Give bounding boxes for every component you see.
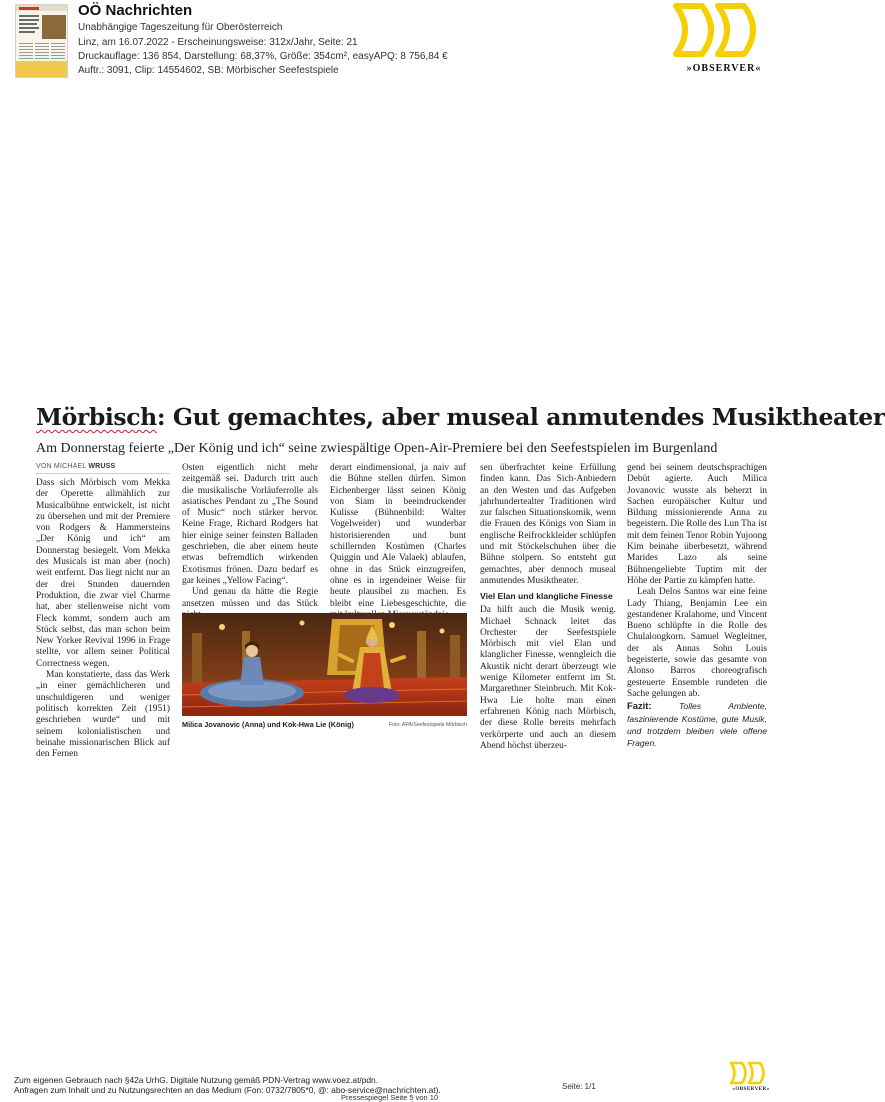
stage-scene-image <box>182 613 467 716</box>
footer-usage-notice: Zum eigenen Gebrauch nach §42a UrhG. Digitale Nutzung gemäß PDN-Vertrag www.voez.at/pdn. <box>14 1075 379 1085</box>
paragraph: Man konstatierte, dass das Werk „in einer gemächlicheren und unschuldigeren und weniger politisch korrekten Zeit (1951) geschrieben wurde“ und mit seinem kolonialistischen und beinahe missionarischen Blick auf den Fernen <box>36 670 170 760</box>
headline-place: Mörbisch <box>36 403 157 431</box>
paragraph: Da hilft auch die Musik wenig. Michael Schnack leitet das Orchester der Seefestspiele Mörbisch mit viel Elan und klanglicher Finesse, wenngleich die Akustik nicht derart überzeugt wie wenige Kilometer entfernt im St. Margarethner Steinbruch. Mit Kok-Hwa Lie holte man einen erfahrenen König nach Mörbisch, der diese Rolle bereits mehrfach verkörperte und auch an diesem Abend höchst überzeu- <box>480 605 616 751</box>
article-column-2 <box>182 463 318 621</box>
observer-logo-text: »OBSERVER« <box>686 63 762 74</box>
byline-prefix: VON MICHAEL <box>36 463 87 470</box>
photo-credit: Foto: APA/Seefestspiele Mörbisch <box>388 722 467 728</box>
article-headline <box>36 403 885 431</box>
paragraph: gend bei seinem deutschsprachigen Debüt agierte. Auch Milica Jovanovic wusste als beherzt in Sachen europäischer Kultur und Bildung missionierende Anna zu begeistern. Die Rolle des Lun Tha ist mit dem feinen Tenor Robin Yujoong Kim beinahe überbesetzt, während Marides Lazo als seine Bühnengeliebte Tuptim mit der Höhe der Partie zu kämpfen hatte. <box>627 463 767 586</box>
verdict-text: Tolles Ambiente, faszinierende Kostüme, gute Musik, und trotzdem bleiben viele offene Fragen. <box>627 701 767 749</box>
footer-page-number: Seite: 1/1 <box>562 1082 596 1091</box>
order-line: Auftr.: 3091, Clip: 14554602, SB: Mörbischer Seefestspiele <box>78 65 339 76</box>
paragraph: derart eindimensional, ja naiv auf die Bühne stellen dürfen. Simon Eichenberger lässt seinen König von Siam in beeindruckender Kulisse (Bühnenbild: Walter Vogelweider) und wunderbar historisierenden und bunt schillernden Kostümen (Charles Quiggin und Ale Valaek) ablaufen, ohne in das Stück einzugreifen, ohne es in irgendeiner Weise für heute plausibel zu machen. Es bleibt eine Liebesgeschichte, die <box>330 463 466 609</box>
article-subhead: Am Donnerstag feierte „Der König und ich“ seine zwiespältige Open-Air-Premiere bei den Seefestspielen im Burgenland <box>36 441 718 456</box>
byline <box>36 463 170 474</box>
publication-name: OÖ Nachrichten <box>78 2 193 19</box>
footer-sheet-number: Pressespiegel Seite 5 von 10 <box>341 1093 439 1102</box>
verdict-label: Fazit: <box>627 700 652 712</box>
article-column-3 <box>330 463 466 621</box>
paragraph: Leah Delos Santos war eine feine Lady Thiang, Benjamin Lee ein gestandener Kralahome, und Vincent Bueno schlüpfte in die Rolle des Chulalongkorn. Samuel Wegleitner, der als Annas Sohn Louis begeisterte, sowie das gesamte von Alonso Barros choreografisch gesteuerte Ensemble rundeten die Sache gelungen ab. <box>627 587 767 699</box>
article-photo <box>182 613 467 716</box>
section-subheading: Viel Elan und klangliche Finesse <box>480 591 613 602</box>
paragraph: Osten eigentlich nicht mehr zeitgemäß sei. Dadurch tritt auch die musikalische Vorläuferrolle als asiatisches Pendant zu „The Sound of Music“ noch stärker hervor. Keine Frage, Richard Rodgers hat hier einige seiner feinsten Balladen geschrieben, die aber einem heute etwas befremdlich wirkenden Exotismus frönen. Dazu bedarf es gar keines „Yellow Facing“. <box>182 463 318 586</box>
article-column-5 <box>627 463 767 750</box>
article-column-1 <box>36 478 170 760</box>
circulation-line: Druckauflage: 136 854, Darstellung: 68,37%, Größe: 354cm², easyAPQ: 8 756,84 € <box>78 51 448 62</box>
paragraph: Und genau da hätte die Regie ansetzen müssen und das Stück <box>182 587 318 609</box>
byline-author: WRUSS <box>88 463 116 470</box>
verdict <box>627 700 767 750</box>
publication-subtitle: Unabhängige Tageszeitung für Oberösterreich <box>78 22 283 33</box>
footer-contact-notice: Anfragen zum Inhalt und zu Nutzungsrechten an das Medium (Fon: 0732/7805*0, @: abo-service@nachrichten.at). <box>14 1085 441 1095</box>
article-column-4 <box>480 463 616 752</box>
headline-rest: : Gut gemachtes, aber museal anmutendes Musiktheater <box>156 403 885 431</box>
newspaper-thumbnail <box>15 4 68 78</box>
paragraph: Dass sich Mörbisch vom Mekka der Operette allmählich zur Musicalbühne entwickelt, ist nicht zu übersehen und mit der Premiere von Rodgers & Hammersteins „Der König und ich“ am Donnerstag besiegelt. Vom Mekka des Musicals ist man aber (noch) weit entfernt. Das liegt nicht nur an der drei Stunden dauernden Produktion, die zwar viel Charme hat, aber stellenweise nicht vom Fleck kommt, sondern auch am Stück selbst, das man schon beim New Yorker Revival 1996 in Frage stellte, vor allem seiner Political Correctness wegen. <box>36 478 170 669</box>
paragraph: sen überfrachtet keine Erfüllung finden kann. Das Sich-Anbiedern an den Westen und das Aufgeben jahrhundertealter Traditionen wird zur falschen Situationskomik, wenn die Frauen des Königs von Siam in englische Reifrockkleider schlüpfen und mit Stöckelschuhen über die Bühne stolpern. So entsteht gut gemachtes, aber dennoch museal anmutendes Musiktheater. <box>480 463 616 586</box>
photo-caption: Milica Jovanovic (Anna) und Kok-Hwa Lie (König) <box>182 720 354 729</box>
publication-date-line: Linz, am 16.07.2022 - Erscheinungsweise: 312x/Jahr, Seite: 21 <box>78 37 358 48</box>
observer-footer-logo-icon <box>728 1060 776 1090</box>
observer-footer-logo-text: »OBSERVER« <box>732 1087 770 1092</box>
